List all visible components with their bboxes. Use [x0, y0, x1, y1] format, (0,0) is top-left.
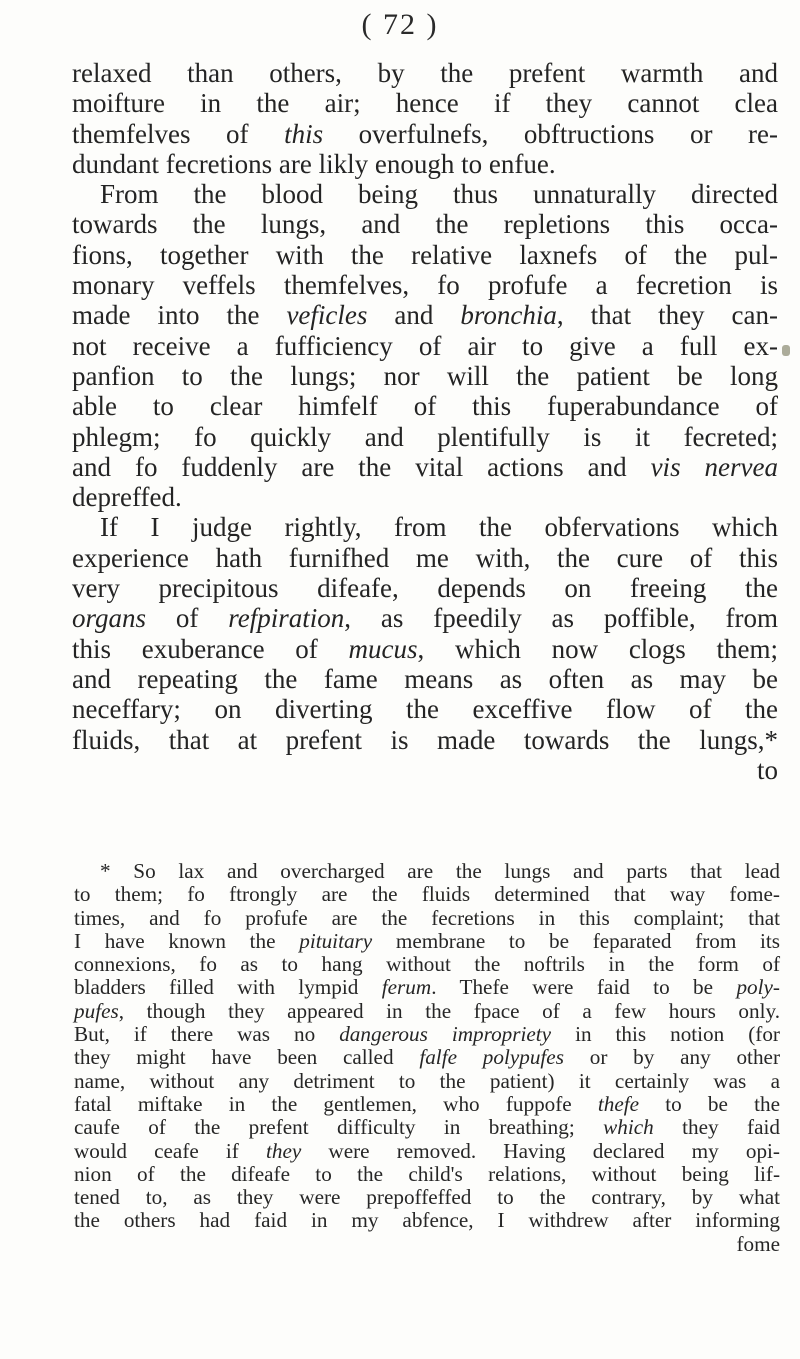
footnote-line: they might have been called falfe polypufes or by any other — [74, 1045, 780, 1070]
italic-word: they — [265, 1138, 302, 1163]
italic-word: falfe polypufes — [419, 1045, 564, 1070]
text-line: towards the lungs, and the repletions this occa- — [72, 209, 778, 240]
italic-word: this — [284, 118, 324, 149]
text-line: made into the veficles and bronchia, that they can- — [72, 300, 779, 331]
italic-word: organs — [72, 603, 147, 634]
footnote-line: But, if there was no dangerous impropriety in this notion (for — [74, 1022, 780, 1047]
footnote-line: bladders filled with lympid ferum. Thefe were faid to be poly- — [74, 975, 780, 1000]
page-number: ( 72 ) — [361, 8, 439, 41]
text-line: fluids, that at prefent is made towards the lungs,* — [72, 724, 778, 755]
footnote-line: caufe of the prefent difficulty in breathing; which they faid — [74, 1115, 780, 1140]
text-line: relaxed than others, by the prefent warmth and — [72, 58, 778, 88]
italic-word: refpiration — [228, 603, 345, 634]
main-text — [72, 58, 778, 785]
text-line: phlegm; fo quickly and plentifully is it fecreted; — [72, 421, 778, 452]
italic-word: thefe — [597, 1091, 640, 1116]
italic-word: ferum — [381, 975, 432, 1000]
italic-word: mucus — [348, 633, 418, 664]
text-line: monary veffels themfelves, fo profufe a fecretion is — [72, 270, 778, 301]
text-line: experience hath furnifhed me with, the cure of this — [72, 542, 778, 573]
footnote-line: connexions, fo as to hang without the noftrils in the form of — [74, 952, 780, 977]
italic-word: pufes — [74, 998, 119, 1023]
footnote-line: I have known the pituitary membrane to be feparated from its — [74, 928, 780, 953]
footnote-line: would ceafe if they were removed. Having declared my opi- — [74, 1138, 780, 1163]
text-line: fions, together with the relative laxnefs of the pul- — [72, 239, 778, 270]
text-line: and repeating the fame means as often as may be — [72, 663, 778, 694]
text-line: and fo fuddenly are the vital actions and vis nervea — [72, 451, 778, 482]
footnote-line: fatal miftake in the gentlemen, who fuppofe thefe to be the — [74, 1091, 780, 1116]
footnote-line: the others had faid in my abfence, I withdrew after informing — [74, 1208, 780, 1233]
text-line: very precipitous difeafe, depends on freeing the — [72, 573, 778, 604]
text-line: panfion to the lungs; nor will the patient be long — [72, 360, 778, 391]
italic-word: vis nervea — [650, 451, 778, 482]
footnote-line: pufes, though they appeared in the fpace of a few hours only. — [74, 998, 780, 1023]
italic-word: veficles — [286, 300, 368, 331]
text-line: dundant fecretions are likly enough to enfue. — [72, 148, 556, 179]
text-line: moifture in the air; hence if they cannot clea — [72, 88, 778, 119]
paper-blemish — [782, 345, 790, 356]
text-line: this exuberance of mucus, which now clogs them; — [72, 633, 778, 664]
italic-word: bronchia — [460, 300, 557, 331]
footnote — [74, 860, 780, 1256]
text-line: If I judge rightly, from the obfervations which — [100, 512, 778, 543]
footnote-line: to them; fo ftrongly are the fluids determined that way fome- — [74, 882, 780, 907]
footnote-line: tened to, as they were prepoffeffed to the contrary, by what — [74, 1185, 780, 1210]
italic-word: poly- — [736, 975, 780, 1000]
catchword: to — [756, 754, 778, 785]
italic-word: pituitary — [299, 928, 373, 953]
footnote-line: * So lax and overcharged are the lungs and parts that lead — [100, 859, 780, 883]
text-line: neceffary; on diverting the exceffive flow of the — [72, 694, 778, 725]
text-line: able to clear himfelf of this fuperabundance of — [72, 391, 778, 422]
text-line: depreffed. — [72, 482, 182, 513]
catchword: fome — [736, 1231, 780, 1256]
italic-word: dangerous impropriety — [339, 1022, 552, 1047]
text-line: From the blood being thus unnaturally directed — [100, 179, 778, 210]
footnote-line: nion of the difeafe to the child's relations, without being lif- — [74, 1161, 780, 1186]
text-line: organs of refpiration, as fpeedily as poffible, from — [72, 603, 778, 634]
text-line: themfelves of this overfulnefs, obftructions or re- — [72, 118, 778, 149]
italic-word: which — [603, 1115, 654, 1140]
footnote-line: times, and fo profufe are the fecretions in this complaint; that — [74, 905, 780, 930]
text-line: not receive a fufficiency of air to give a full ex- — [72, 330, 778, 361]
footnote-line: name, without any detriment to the patient) it certainly was a — [74, 1068, 780, 1093]
